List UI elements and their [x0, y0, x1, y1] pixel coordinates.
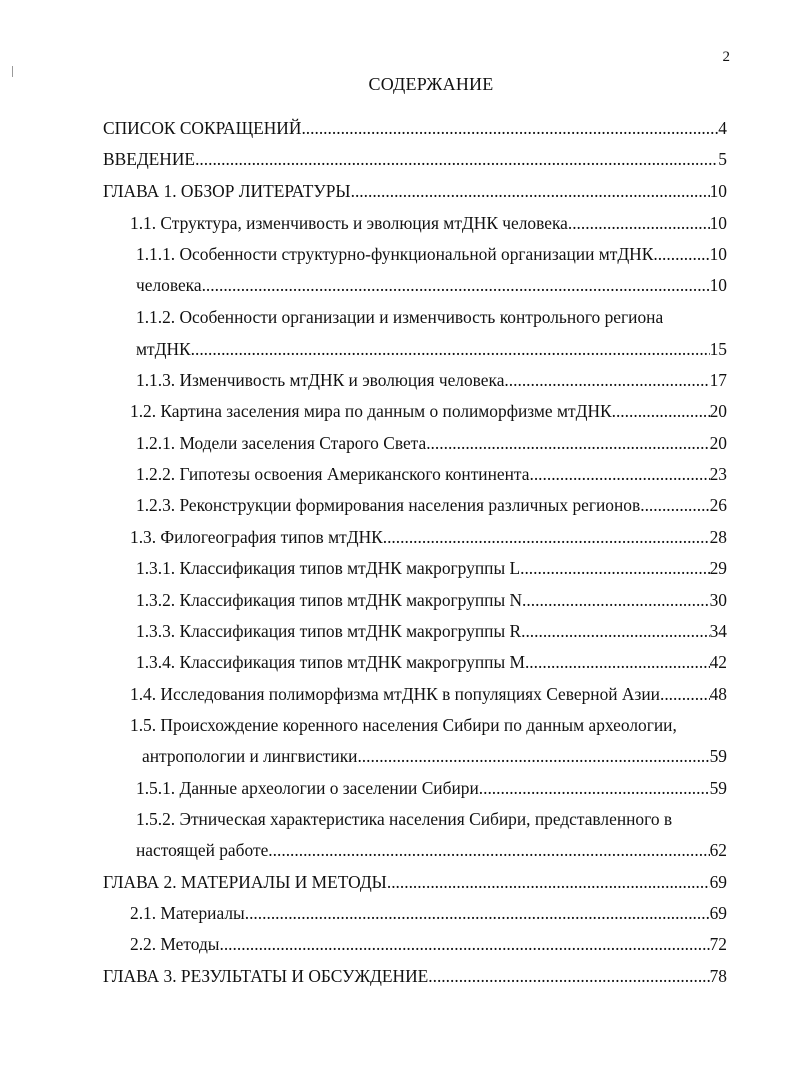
toc-entry-page: 10 — [709, 244, 727, 264]
dot-leader — [245, 900, 710, 926]
toc-entry-page: 10 — [709, 275, 727, 295]
toc-entry-page: 20 — [709, 401, 727, 421]
toc-entry-page: 48 — [709, 684, 727, 704]
toc-entry[interactable] — [103, 115, 727, 141]
toc-entry-page: 69 — [709, 903, 727, 923]
toc-entry-page: 28 — [709, 527, 727, 547]
toc-entry-label: 1.1. Структура, изменчивость и эволюция мтДНК человека — [130, 213, 568, 233]
toc-entry-label: 1.5.2. Этническая характеристика населения Сибири, представленного в — [136, 809, 673, 829]
toc-entry[interactable] — [136, 336, 727, 362]
toc-entry[interactable] — [136, 461, 727, 487]
toc-entry-page: 10 — [709, 213, 727, 233]
dot-leader — [195, 146, 718, 172]
toc-entry-label: мтДНК — [136, 339, 191, 359]
toc-entry-page: 20 — [709, 433, 727, 453]
toc-entry-page: 34 — [709, 621, 727, 641]
toc-entry-label: СПИСОК СОКРАЩЕНИЙ — [103, 118, 302, 138]
dot-leader — [191, 336, 710, 362]
toc-entry[interactable] — [136, 775, 727, 801]
toc-entry-label: 1.2.1. Модели заселения Старого Света — [136, 433, 427, 453]
toc-entry[interactable] — [103, 869, 727, 895]
dot-leader — [426, 430, 709, 456]
toc-entry[interactable] — [130, 398, 727, 424]
toc-entry-label: настоящей работе — [136, 840, 269, 860]
toc-entry[interactable] — [136, 241, 727, 267]
toc-entry[interactable] — [136, 430, 727, 456]
toc-entry-page: 69 — [709, 872, 727, 892]
dot-leader — [219, 931, 709, 957]
dot-leader — [640, 492, 709, 518]
toc-entry[interactable] — [103, 146, 727, 172]
toc-entry-label: 2.1. Материалы — [130, 903, 245, 923]
dot-leader — [357, 743, 709, 769]
toc-entry-page: 15 — [709, 339, 727, 359]
dot-leader — [522, 587, 710, 613]
toc-entry[interactable] — [136, 304, 727, 330]
dot-leader — [351, 178, 710, 204]
dot-leader — [301, 115, 718, 141]
toc-entry[interactable] — [130, 524, 727, 550]
toc-entry[interactable] — [136, 587, 727, 613]
toc-entry-label: 1.3.2. Классификация типов мтДНК макрогруппы N — [136, 590, 523, 610]
toc-entry-label: 1.3.3. Классификация типов мтДНК макрогруппы R — [136, 621, 522, 641]
toc-entry-label: 1.2. Картина заселения мира по данным о полиморфизме мтДНК — [130, 401, 612, 421]
toc-entry-label: 1.5.1. Данные археологии о заселении Сибири — [136, 778, 479, 798]
dot-leader — [520, 555, 710, 581]
dot-leader — [383, 524, 710, 550]
toc-entry-label: человека — [136, 275, 202, 295]
dot-leader — [529, 461, 709, 487]
toc-entry-page: 5 — [718, 149, 727, 169]
dot-leader — [202, 272, 710, 298]
dot-leader — [268, 837, 709, 863]
toc-entry-label: 1.1.1. Особенности структурно-функциональной организации мтДНК — [136, 244, 654, 264]
toc-entry[interactable] — [103, 178, 727, 204]
toc-entry-label: 1.4. Исследования полиморфизма мтДНК в популяциях Северной Азии — [130, 684, 660, 704]
toc-entry-page: 62 — [709, 840, 727, 860]
toc-entry[interactable] — [136, 618, 727, 644]
toc-entry-label: 1.2.2. Гипотезы освоения Американского континента — [136, 464, 530, 484]
toc-entry-page: 10 — [709, 181, 727, 201]
toc-entry-page: 4 — [718, 118, 727, 138]
dot-leader — [653, 241, 709, 267]
toc-entry-page: 26 — [709, 495, 727, 515]
toc-entry-label: 1.2.3. Реконструкции формирования населения различных регионов — [136, 495, 641, 515]
dot-leader — [387, 869, 710, 895]
toc-entry-page: 59 — [709, 746, 727, 766]
toc-entry-label: 1.3. Филогеография типов мтДНК — [130, 527, 383, 547]
toc-entry-page: 17 — [709, 370, 727, 390]
toc-entry-page: 78 — [709, 966, 727, 986]
page-number: 2 — [722, 49, 730, 65]
toc-entry[interactable] — [136, 367, 727, 393]
toc-entry-page: 23 — [709, 464, 727, 484]
toc-entry-label: 1.5. Происхождение коренного населения Сибири по данным археологии, — [130, 715, 677, 735]
toc-entry-page: 42 — [709, 652, 727, 672]
toc-entry-label: 2.2. Методы — [130, 934, 220, 954]
toc-entry[interactable] — [130, 900, 727, 926]
toc-entry[interactable] — [130, 712, 727, 738]
toc-entry[interactable] — [130, 210, 727, 236]
toc-entry[interactable] — [142, 743, 727, 769]
toc-entry[interactable] — [136, 492, 727, 518]
page-title: СОДЕРЖАНИЕ — [368, 74, 494, 94]
dot-leader — [504, 367, 709, 393]
toc-entry-label: 1.3.4. Классификация типов мтДНК макрогруппы M — [136, 652, 525, 672]
dot-leader — [521, 618, 710, 644]
dot-leader — [479, 775, 710, 801]
toc-entry[interactable] — [136, 555, 727, 581]
toc-entry-label: 1.1.2. Особенности организации и изменчивость контрольного региона — [136, 307, 664, 327]
toc-entry-label: ГЛАВА 1. ОБЗОР ЛИТЕРАТУРЫ — [103, 181, 351, 201]
toc-entry-label: антропологии и лингвистики — [142, 746, 358, 766]
toc-entry-page: 29 — [709, 558, 727, 578]
toc-entry[interactable] — [136, 837, 727, 863]
toc-entry-label: ГЛАВА 2. МАТЕРИАЛЫ И МЕТОДЫ — [103, 872, 387, 892]
toc-entry[interactable] — [130, 681, 727, 707]
toc-entry-label: ВВЕДЕНИЕ — [103, 149, 196, 169]
toc-entry-label: ГЛАВА 3. РЕЗУЛЬТАТЫ И ОБСУЖДЕНИЕ — [103, 966, 429, 986]
dot-leader — [525, 649, 710, 675]
dot-leader — [612, 398, 710, 424]
toc-entry-label: 1.1.3. Изменчивость мтДНК и эволюция человека — [136, 370, 505, 390]
toc-entry-label: 1.3.1. Классификация типов мтДНК макрогруппы L — [136, 558, 521, 578]
toc-entry[interactable] — [130, 931, 727, 957]
toc-entry-page: 59 — [709, 778, 727, 798]
dot-leader — [428, 963, 709, 989]
toc-entry-page: 30 — [709, 590, 727, 610]
toc-entry[interactable] — [136, 649, 727, 675]
toc-entry[interactable] — [136, 806, 727, 832]
toc-entry-page: 72 — [709, 934, 727, 954]
toc-entry[interactable] — [103, 963, 727, 989]
dot-leader — [660, 681, 710, 707]
dot-leader — [568, 210, 710, 236]
toc-entry[interactable] — [136, 272, 727, 298]
